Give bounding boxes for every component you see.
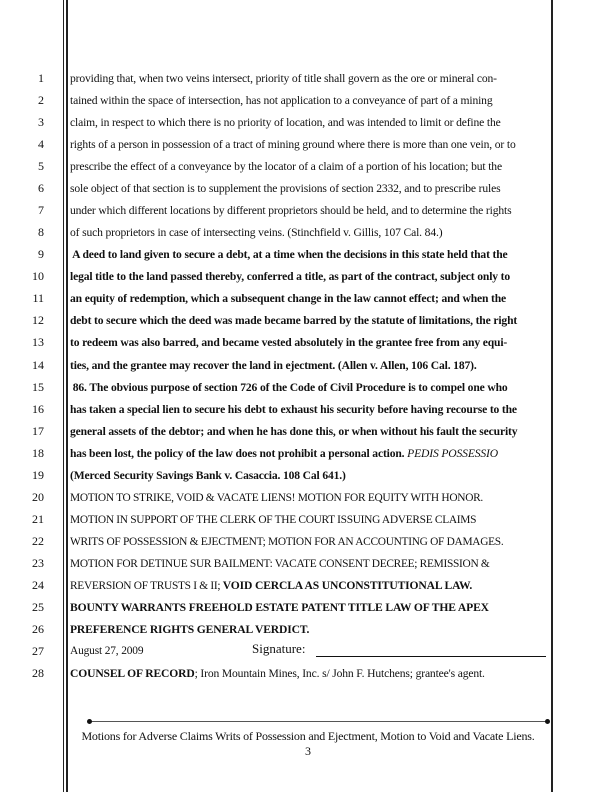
line-text bbox=[70, 465, 550, 486]
line-text bbox=[70, 597, 550, 618]
pleading-line bbox=[0, 222, 612, 243]
line-text bbox=[70, 134, 550, 155]
pleading-line bbox=[0, 597, 612, 618]
pleading-line bbox=[0, 465, 612, 486]
text-segment: 86. The obvious purpose of section 726 of the Code of Civil Procedure is to compel one who bbox=[70, 380, 508, 394]
line-text bbox=[70, 421, 550, 442]
line-number: 15 bbox=[32, 379, 44, 394]
line-number: 27 bbox=[32, 644, 44, 659]
line-text bbox=[70, 487, 550, 509]
line-text bbox=[70, 244, 550, 265]
line-number: 2 bbox=[38, 93, 44, 108]
text-segment: to redeem was also barred, and became vested absolutely in the grantee free from any equi- bbox=[70, 336, 508, 350]
text-segment: REVERSION OF TRUSTS I & II; bbox=[70, 579, 223, 592]
line-text bbox=[70, 156, 550, 177]
pleading-line bbox=[0, 112, 612, 133]
text-segment: of such proprietors in case of intersecting veins. (Stinchfield v. Gillis, 107 Cal. 84.) bbox=[70, 226, 443, 240]
pleading-line bbox=[0, 200, 612, 221]
line-number: 24 bbox=[32, 577, 44, 592]
line-text bbox=[70, 509, 550, 531]
date-signature-line bbox=[0, 641, 612, 662]
text-segment: MOTION IN SUPPORT OF THE CLERK OF THE COURT ISSUING ADVERSE CLAIMS bbox=[70, 513, 477, 526]
text-segment: debt to secure which the deed was made became barred by the statute of limitations, the right bbox=[70, 314, 518, 328]
text-segment: has taken a special lien to secure his debt to exhaust his security before having recourse to the bbox=[70, 402, 517, 416]
line-number: 20 bbox=[32, 489, 44, 504]
line-text bbox=[70, 200, 550, 221]
line-text bbox=[70, 310, 550, 331]
counsel-text bbox=[70, 663, 550, 684]
line-number: 17 bbox=[32, 423, 44, 438]
line-text bbox=[70, 355, 550, 376]
line-number: 21 bbox=[32, 511, 44, 526]
text-segment: VOID CERCLA AS UNCONSTITUTIONAL LAW. bbox=[222, 578, 473, 592]
pleading-line bbox=[0, 244, 612, 265]
signature-line[interactable] bbox=[316, 656, 546, 657]
pleading-line bbox=[0, 575, 612, 596]
footer-title: Motions for Adverse Claims Writs of Possession and Ejectment, Motion to Void and Vacate Liens. bbox=[81, 729, 535, 743]
line-text bbox=[70, 575, 550, 597]
line-text bbox=[70, 553, 550, 575]
counsel-details: ; Iron Mountain Mines, Inc. s/ John F. Hutchens; grantee's agent. bbox=[194, 667, 485, 681]
line-number: 25 bbox=[32, 599, 44, 614]
pleading-line bbox=[0, 156, 612, 177]
line-number: 7 bbox=[38, 203, 44, 218]
line-number: 19 bbox=[32, 467, 44, 482]
pleading-line bbox=[0, 134, 612, 155]
pleading-line bbox=[0, 178, 612, 199]
pleading-line bbox=[0, 531, 612, 552]
text-segment: PEDIS POSSESSIO bbox=[407, 446, 498, 460]
line-number: 6 bbox=[38, 181, 44, 196]
line-number: 10 bbox=[32, 269, 44, 284]
text-segment: prescribe the effect of a conveyance by the locator of a claim of a portion of his location; but the bbox=[70, 160, 502, 174]
line-text bbox=[70, 619, 550, 640]
pleading-line bbox=[0, 487, 612, 508]
footer-rule bbox=[90, 721, 547, 722]
line-text bbox=[70, 531, 550, 553]
pleading-line bbox=[0, 288, 612, 309]
text-segment: WRITS OF POSSESSION & EJECTMENT; MOTION FOR AN ACCOUNTING OF DAMAGES. bbox=[70, 535, 504, 548]
line-text bbox=[70, 288, 550, 309]
line-number: 14 bbox=[32, 357, 44, 372]
line-number: 11 bbox=[32, 291, 44, 306]
text-segment: an equity of redemption, which a subsequent change in the law cannot effect; and when the bbox=[70, 292, 507, 306]
pleading-line bbox=[0, 90, 612, 111]
signature-label: Signature: bbox=[252, 641, 306, 657]
line-number: 23 bbox=[32, 555, 44, 570]
line-text bbox=[70, 68, 550, 89]
footer-rule-right-dot bbox=[545, 719, 550, 724]
line-number: 9 bbox=[38, 247, 44, 262]
line-text bbox=[70, 178, 550, 199]
line-number: 16 bbox=[32, 401, 44, 416]
line-number: 13 bbox=[32, 335, 44, 350]
pleading-line bbox=[0, 399, 612, 420]
text-segment: (Merced Security Savings Bank v. Casaccia. 108 Cal 641.) bbox=[70, 468, 346, 482]
text-segment: sole object of that section is to supplement the provisions of section 2332, and to prescribe rules bbox=[70, 182, 501, 196]
text-segment: legal title to the land passed thereby, conferred a title, as part of the contract, subject only to bbox=[70, 270, 511, 284]
text-segment: BOUNTY WARRANTS FREEHOLD ESTATE PATENT TITLE LAW OF THE APEX bbox=[70, 600, 489, 614]
line-text bbox=[70, 332, 550, 353]
text-segment: under which different locations by different proprietors should be held, and to determine the rights bbox=[70, 204, 512, 218]
pleading-line bbox=[0, 509, 612, 530]
counsel-label: COUNSEL OF RECORD bbox=[70, 667, 195, 681]
line-number: 4 bbox=[38, 137, 44, 152]
line-number: 28 bbox=[32, 666, 44, 681]
line-text bbox=[70, 443, 550, 464]
pleading-line bbox=[0, 332, 612, 353]
pleading-line bbox=[0, 421, 612, 442]
text-segment: MOTION FOR DETINUE SUR BAILMENT: VACATE CONSENT DECREE; REMISSION & bbox=[70, 557, 490, 570]
text-segment: tained within the space of intersection, has not application to a conveyance of part of a mining bbox=[70, 94, 493, 108]
page-number: 3 bbox=[305, 744, 311, 758]
pleading-line bbox=[0, 355, 612, 376]
line-text bbox=[70, 266, 550, 287]
counsel-line bbox=[0, 663, 612, 684]
line-text bbox=[70, 222, 550, 243]
line-text bbox=[70, 112, 550, 133]
line-number: 26 bbox=[32, 622, 44, 636]
document-date: August 27, 2009 bbox=[70, 645, 144, 658]
line-number: 12 bbox=[32, 313, 44, 328]
text-segment: has been lost, the policy of the law does not prohibit a personal action. bbox=[70, 446, 408, 460]
line-text bbox=[70, 399, 550, 420]
line-number: 18 bbox=[32, 445, 44, 460]
pleading-line bbox=[0, 553, 612, 574]
pleading-line bbox=[0, 68, 612, 89]
line-text bbox=[70, 377, 550, 398]
text-segment: providing that, when two veins intersect, priority of title shall govern as the ore or mineral con- bbox=[70, 72, 497, 85]
text-segment: general assets of the debtor; and when he has done this, or when without his fault the security bbox=[70, 424, 518, 438]
text-segment: ties, and the grantee may recover the land in ejectment. (Allen v. Allen, 106 Cal. 187). bbox=[70, 358, 477, 372]
line-number: 22 bbox=[32, 533, 44, 548]
text-segment: PREFERENCE RIGHTS GENERAL VERDICT. bbox=[70, 623, 310, 636]
footer-rule-left-dot bbox=[87, 719, 92, 724]
pleading-line bbox=[0, 619, 612, 640]
pleading-line bbox=[0, 377, 612, 398]
pleading-line bbox=[0, 310, 612, 331]
line-text bbox=[70, 90, 550, 111]
text-segment: MOTION TO STRIKE, VOID & VACATE LIENS! MOTION FOR EQUITY WITH HONOR. bbox=[70, 491, 483, 504]
text-segment: rights of a person in possession of a tract of mining ground where there is more than one vein, or to bbox=[70, 138, 516, 152]
pleading-line bbox=[0, 266, 612, 287]
text-segment: claim, in respect to which there is no priority of location, and was intended to limit or define the bbox=[70, 116, 501, 130]
line-number: 5 bbox=[38, 159, 44, 174]
line-number: 3 bbox=[38, 115, 44, 130]
pleading-line bbox=[0, 443, 612, 464]
line-number: 1 bbox=[38, 71, 44, 85]
line-number: 8 bbox=[38, 225, 44, 240]
text-segment: A deed to land given to secure a debt, at a time when the decisions in this state held that the bbox=[70, 248, 508, 262]
